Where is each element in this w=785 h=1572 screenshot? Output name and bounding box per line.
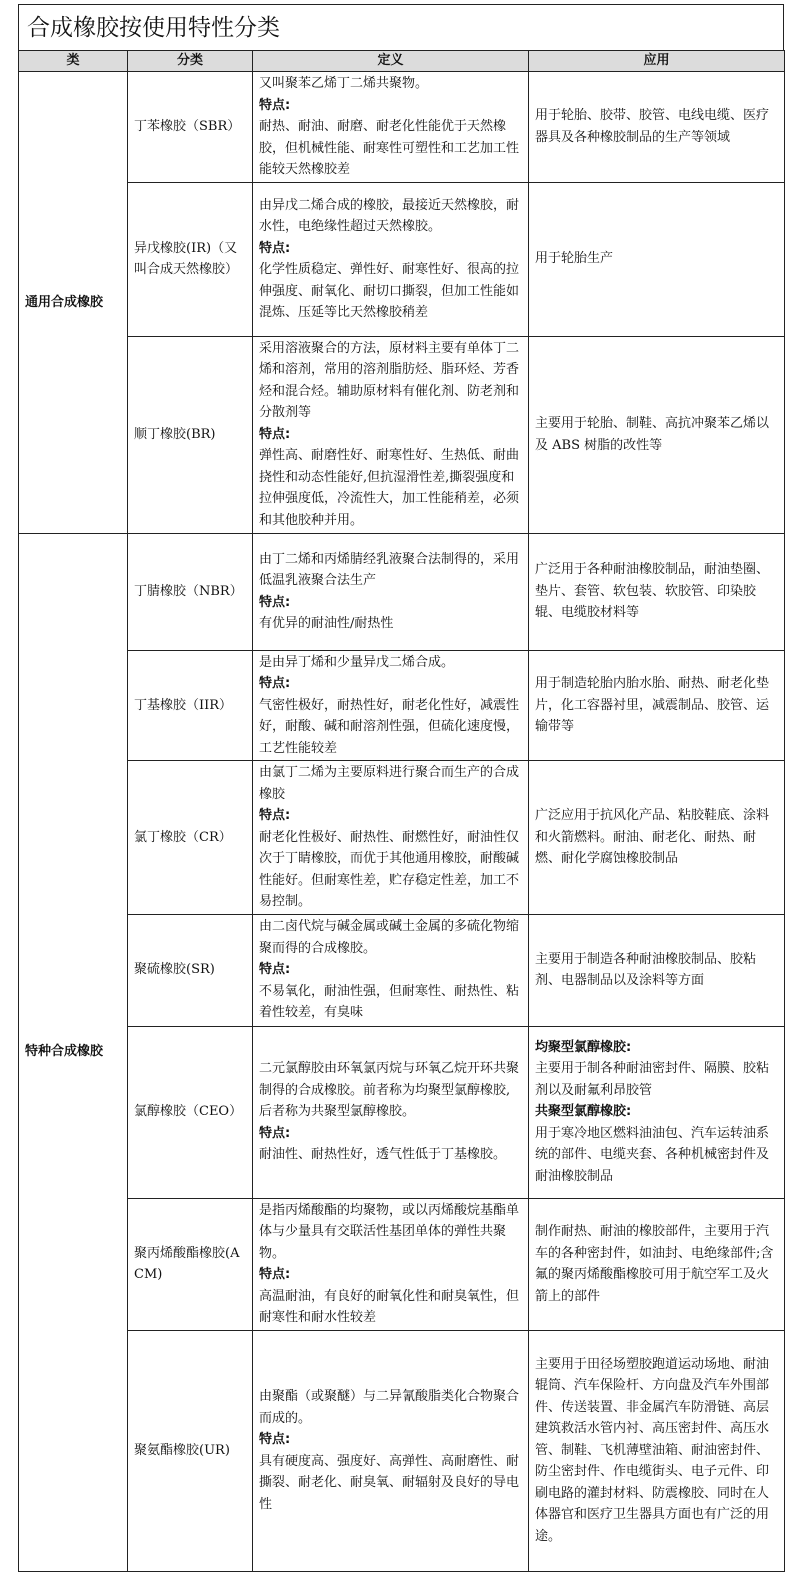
feature-label: 特点: [259, 808, 291, 823]
feature-label: 特点: [259, 962, 291, 978]
definition-feature: 高温耐油，有良好的耐氧化性和耐臭氧性，但耐寒性和耐水性较差 [259, 1288, 520, 1325]
feature-label: 特点: [259, 240, 291, 256]
definition-intro: 二元氯醇胶由环氧氯丙烷与环氧乙烷开环共聚制得的合成橡胶。前者称为均聚型氯醇橡胶,后者称为共聚型氯醇橡胶。 [259, 1061, 520, 1120]
definition-intro: 是由异丁烯和少量异戊二烯合成。 [259, 654, 455, 670]
definition-feature: 具有硬度高、强度好、高弹性、高耐磨性、耐撕裂、耐老化、耐臭氧、耐辐射及良好的导电性 [259, 1453, 520, 1512]
application-subheading: 均聚型氯醇橡胶: [535, 1039, 632, 1055]
feature-label: 特点: [259, 1267, 291, 1282]
application-cell: 用于轮胎、胶带、胶管、电线电缆、医疗器具及各种橡胶制品的生产等领域 [529, 72, 785, 183]
definition-intro: 由异戊二烯合成的橡胶，最接近天然橡胶，耐水性，电绝缘性超过天然橡胶。 [259, 197, 520, 234]
definition-intro: 由聚酯（或聚醚）与二异氰酸脂类化合物聚合而成的。 [259, 1389, 520, 1426]
definition-intro: 由二卤代烷与碱金属或碱土金属的多硫化物缩聚而得的合成橡胶。 [259, 919, 520, 956]
application-cell: 广泛用于各种耐油橡胶制品，耐油垫圈、垫片、套管、软包装、软胶管、印染胶辊、电缆胶材料等 [529, 533, 785, 650]
definition-cell [253, 1198, 529, 1330]
rubber-name: 丁苯橡胶（SBR） [128, 72, 253, 183]
header-row [19, 51, 785, 72]
definition-intro: 由氯丁二烯为主要原料进行聚合而生产的合成橡胶 [259, 765, 520, 802]
definition-intro: 又叫聚苯乙烯丁二烯共聚物。 [259, 76, 429, 91]
application-text: 用于寒冷地区燃料油油包、汽车运转油系统的部件、电缆夹套、各种机械密封件及耐油橡胶制品 [535, 1125, 770, 1184]
feature-label: 特点: [259, 676, 291, 691]
feature-label: 特点: [259, 97, 291, 113]
table-row [19, 336, 785, 533]
table-row [19, 650, 785, 761]
table-row [19, 72, 785, 183]
table-row [19, 1330, 785, 1571]
table-row [19, 1198, 785, 1330]
definition-cell [253, 72, 529, 183]
table-row [19, 1026, 785, 1198]
rubber-classification-table [18, 50, 785, 1572]
definition-feature: 耐热、耐油、耐磨、耐老化性能优于天然橡胶，但机械性能、耐寒性可塑性和工艺加工性能较天然橡胶差 [259, 119, 520, 177]
category-cell: 通用合成橡胶 [19, 72, 128, 534]
definition-cell [253, 1026, 529, 1198]
feature-label: 特点: [259, 1432, 291, 1447]
table-row [19, 182, 785, 336]
table-row [19, 914, 785, 1026]
definition-feature: 化学性质稳定、弹性好、耐寒性好、很高的拉伸强度、耐氧化、耐切口撕裂，但加工性能如混炼、压延等比天然橡胶稍差 [259, 262, 520, 320]
definition-feature: 耐油性、耐热性好，透气性低于丁基橡胶。 [259, 1147, 507, 1163]
header-name: 分类 [128, 51, 253, 72]
definition-intro: 采用溶液聚合的方法，原材料主要有单体丁二烯和溶剂，常用的溶剂脂肪烃、脂环烃、芳香烃和混合烃。辅助原材料有催化剂、防老剂和分散剂等 [259, 340, 520, 421]
rubber-name: 异戊橡胶(IR)（又叫合成天然橡胶） [128, 182, 253, 336]
definition-cell [253, 650, 529, 761]
definition-feature: 气密性极好，耐热性好，耐老化性好，减震性好，耐酸、碱和耐溶剂性强，但硫化速度慢，工艺性能较差 [259, 697, 520, 756]
rubber-name: 丁基橡胶（IIR） [128, 650, 253, 761]
application-cell: 主要用于轮胎、制鞋、高抗冲聚苯乙烯以及 ABS 树脂的改性等 [529, 336, 785, 533]
application-cell [529, 1026, 785, 1198]
category-cell: 特种合成橡胶 [19, 533, 128, 1571]
application-cell: 用于轮胎生产 [529, 182, 785, 336]
definition-cell [253, 533, 529, 650]
table-row [19, 533, 785, 650]
header-category: 类 [19, 51, 128, 72]
application-cell: 用于制造轮胎内胎水胎、耐热、耐老化垫片，化工容器衬里，减震制品、胶管、运输带等 [529, 650, 785, 761]
definition-feature: 耐老化性极好、耐热性、耐燃性好，耐油性仅次于丁睛橡胶，而优于其他通用橡胶，耐酸碱性能好。但耐寒性差，贮存稳定性差，加工不易控制。 [259, 829, 520, 909]
definition-cell [253, 336, 529, 533]
feature-label: 特点: [259, 1125, 291, 1141]
definition-feature: 不易氧化，耐油性强，但耐寒性、耐热性、粘着性较差，有臭味 [259, 983, 520, 1021]
rubber-name: 氯丁橡胶（CR） [128, 761, 253, 915]
definition-intro: 是指丙烯酸酯的均聚物，或以丙烯酸烷基酯单体与少量具有交联活性基团单体的弹性共聚物。 [259, 1202, 520, 1261]
feature-label: 特点: [259, 594, 291, 610]
classification-sheet [18, 4, 784, 1572]
page-title: 合成橡胶按使用特性分类 [18, 4, 784, 50]
rubber-name: 丁腈橡胶（NBR） [128, 533, 253, 650]
rubber-name: 聚氨酯橡胶(UR) [128, 1330, 253, 1571]
rubber-name: 聚硫橡胶(SR) [128, 914, 253, 1026]
definition-feature: 弹性高、耐磨性好、耐寒性好、生热低、耐曲挠性和动态性能好,但抗湿滑性差,撕裂强度和拉伸强度低，冷流性大，加工性能稍差，必须和其他胶种并用。 [259, 448, 520, 528]
definition-feature: 有优异的耐油性/耐热性 [259, 616, 394, 631]
definition-intro: 由丁二烯和丙烯腈经乳液聚合法制得的，采用低温乳液聚合法生产 [259, 551, 520, 588]
application-cell: 广泛应用于抗风化产品、粘胶鞋底、涂料和火箭燃料。耐油、耐老化、耐热、耐燃、耐化学腐蚀橡胶制品 [529, 761, 785, 915]
rubber-name: 顺丁橡胶(BR) [128, 336, 253, 533]
definition-cell [253, 1330, 529, 1571]
definition-cell [253, 182, 529, 336]
application-subheading: 共聚型氯醇橡胶: [535, 1104, 632, 1120]
header-application: 应用 [529, 51, 785, 72]
application-cell: 制作耐热、耐油的橡胶部件，主要用于汽车的各种密封件，如油封、电绝缘部件;含氟的聚丙烯酸酯橡胶可用于航空军工及火箭上的部件 [529, 1198, 785, 1330]
rubber-name: 聚丙烯酸酯橡胶(ACM) [128, 1198, 253, 1330]
definition-cell [253, 761, 529, 915]
definition-cell [253, 914, 529, 1026]
application-cell: 主要用于制造各种耐油橡胶制品、胶粘剂、电器制品以及涂料等方面 [529, 914, 785, 1026]
application-cell: 主要用于田径场塑胶跑道运动场地、耐油辊筒、汽车保险杆、方向盘及汽车外围部件、传送装置、非金属汽车防滑链、高层建筑救活水管内衬、高压密封件、高压水管、制鞋、飞机薄壁油箱、耐油密封件、防尘密封件、作电缆街头、电子元件、印刷电路的灌封材料、防震橡胶、同时在人体器官和医疗卫生器具方面也有广泛的用途。 [529, 1330, 785, 1571]
rubber-name: 氯醇橡胶（CEO） [128, 1026, 253, 1198]
header-definition: 定义 [253, 51, 529, 72]
application-text: 主要用于制各种耐油密封件、隔膜、胶粘剂以及耐氟利昂胶管 [535, 1061, 770, 1098]
feature-label: 特点: [259, 426, 291, 442]
table-row [19, 761, 785, 915]
